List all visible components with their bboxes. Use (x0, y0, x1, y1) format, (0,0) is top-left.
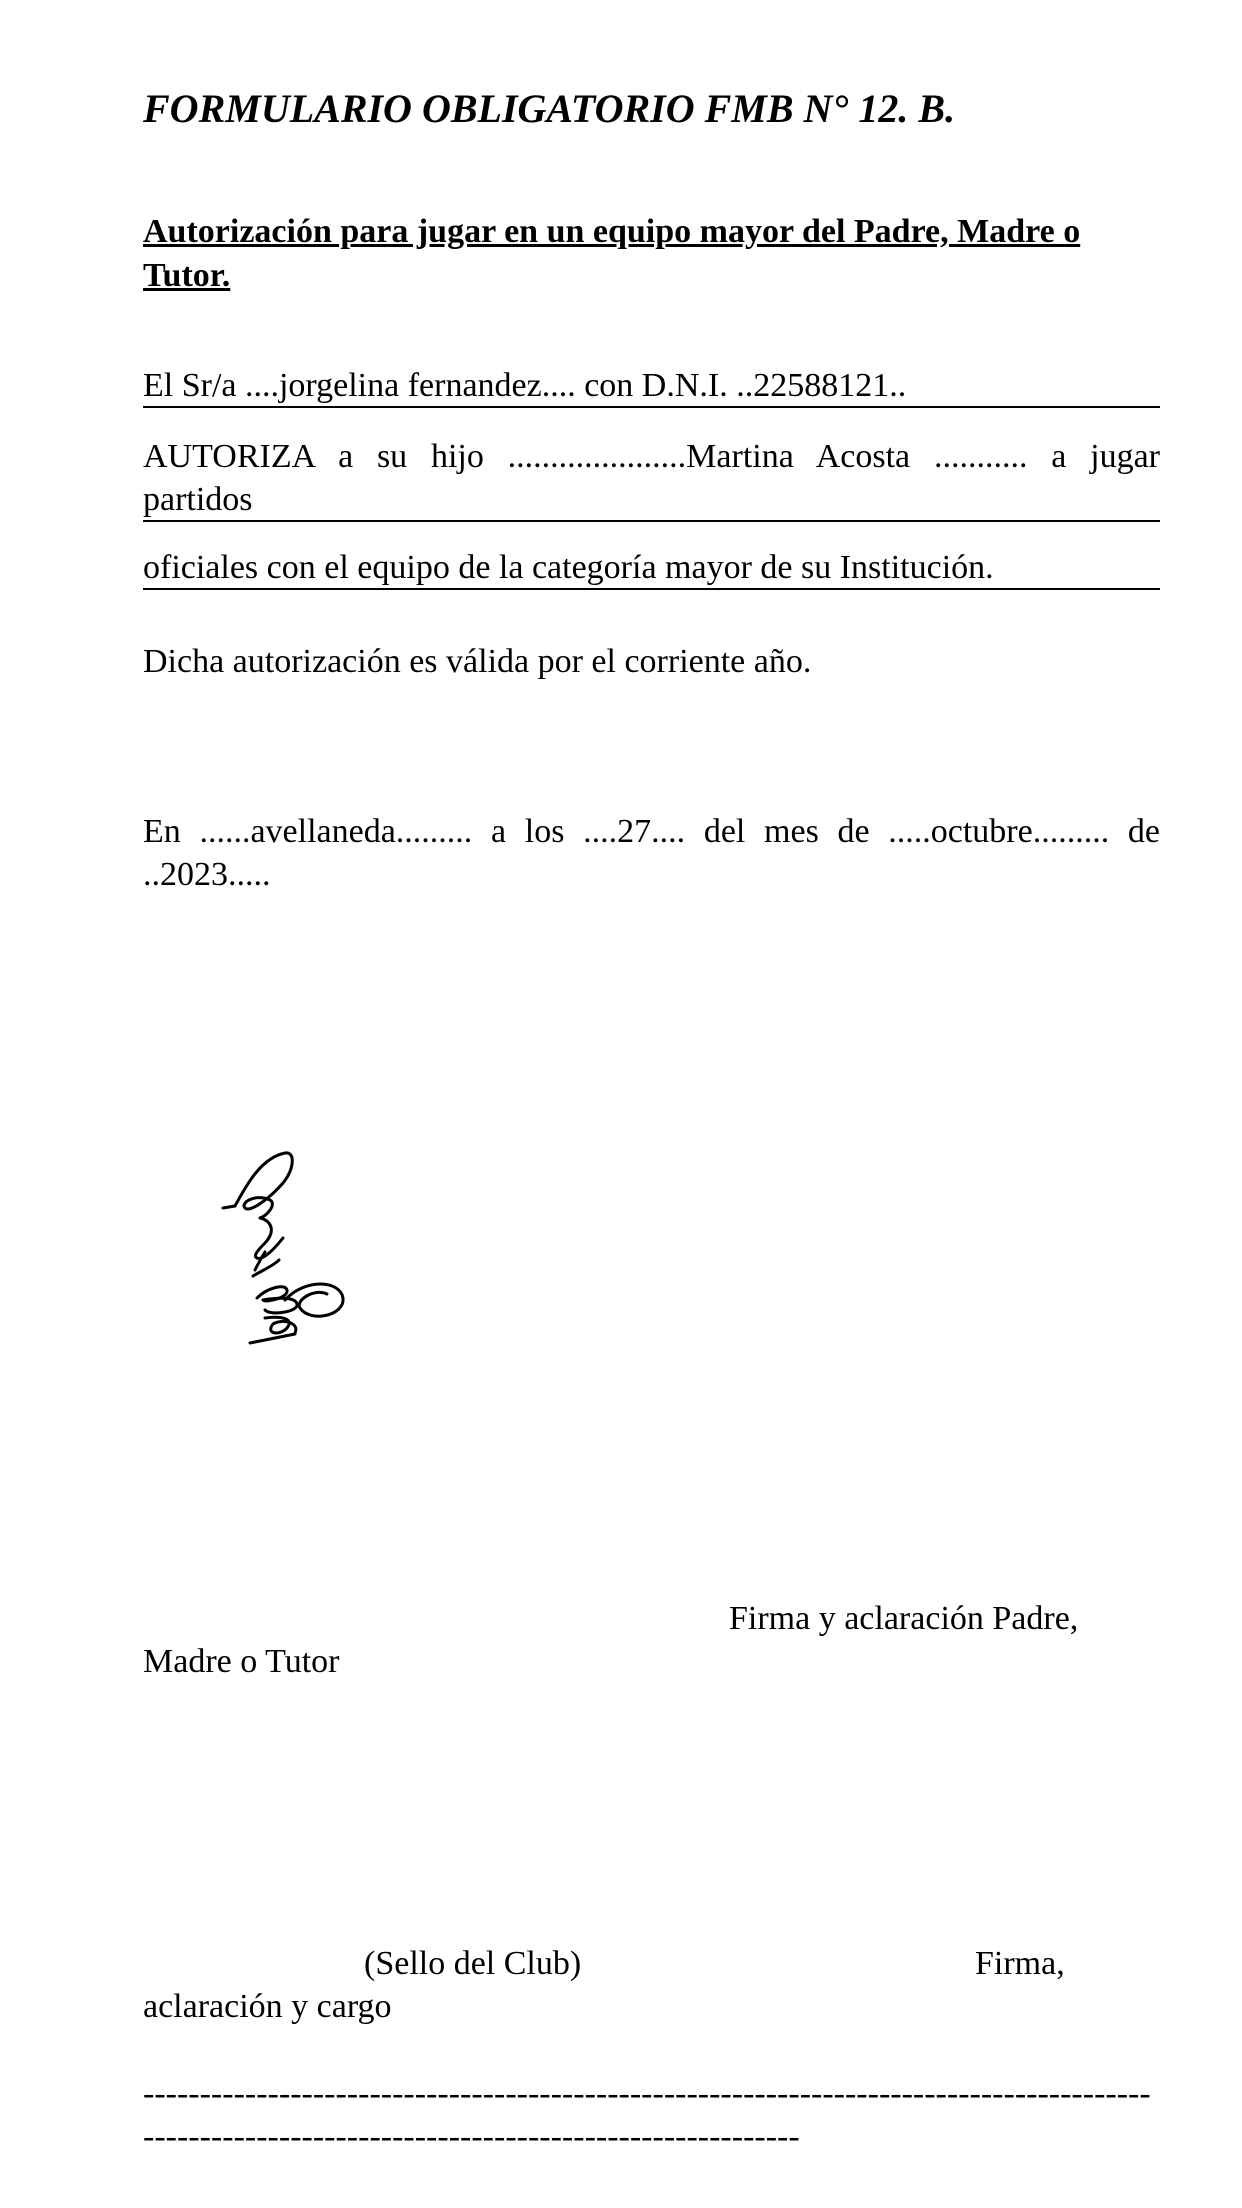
parent-line: El Sr/a ....jorgelina fernandez.... con D.N.I. ..22588121.. (143, 364, 1160, 408)
official-line: oficiales con el equipo de la categoría mayor de su Institución. (143, 546, 1160, 590)
form-subtitle: Autorización para jugar en un equipo mayor del Padre, Madre o Tutor. (143, 213, 1081, 294)
parent-signature-label-line2: Madre o Tutor (143, 1643, 340, 1680)
parent-signature-label-line1: Firma y aclaración Padre, (729, 1600, 1079, 1637)
authorize-line: AUTORIZA a su hijo .....................Martina Acosta ........... a jugar (143, 438, 1160, 475)
place-date-line: En ......avellaneda......... a los ....27.... del mes de .....octubre......... de (143, 813, 1160, 850)
parent-signature-label (143, 1597, 1160, 1683)
club-signature-label-continued: aclaración y cargo (143, 1988, 392, 2025)
handwritten-signature (215, 1148, 365, 1353)
club-seal-label: (Sello del Club) (364, 1945, 582, 1982)
dashed-line-1: ----------------------------------------------------------------------------------------- (143, 2075, 1151, 2112)
form-title: FORMULARIO OBLIGATORIO FMB N° 12. B. (143, 86, 956, 131)
club-signature-label: Firma, (975, 1945, 1065, 1982)
authorize-block (143, 435, 1160, 522)
validity-text: Dicha autorización es válida por el corriente año. (143, 643, 812, 680)
club-section (143, 1942, 1160, 2028)
dashed-line-2: ---------------------------------------------------------- (143, 2118, 800, 2155)
place-date-year: ..2023..... (143, 856, 271, 893)
authorize-line-continued: partidos (143, 478, 1160, 522)
dashed-separator (143, 2072, 1160, 2158)
place-date-block (143, 810, 1160, 896)
